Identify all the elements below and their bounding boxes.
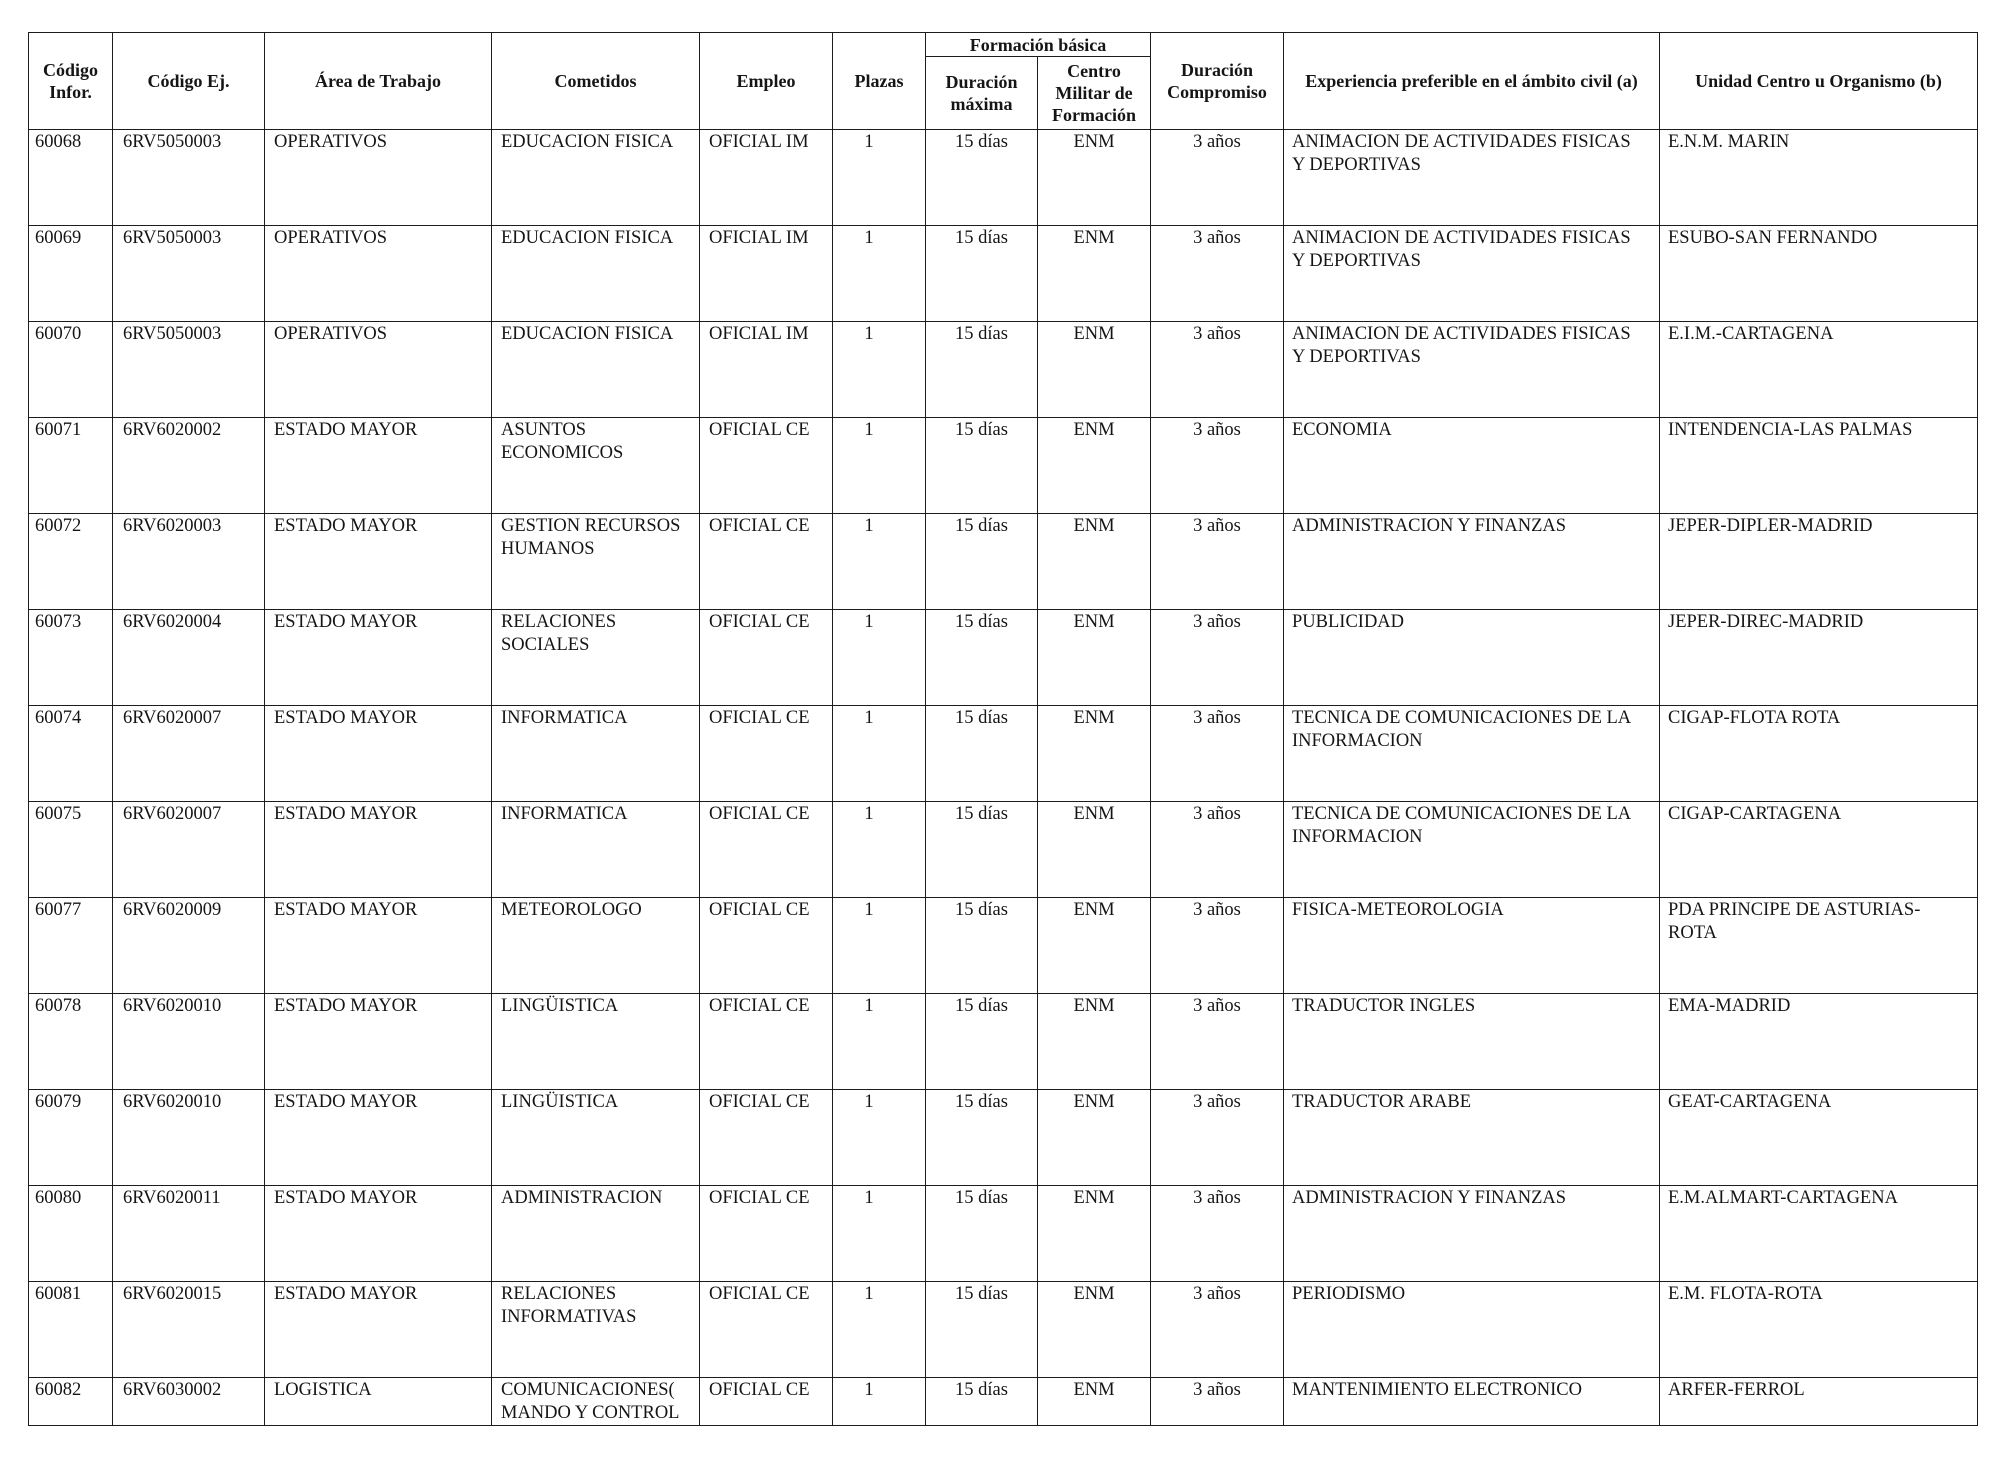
cell-centro-formacion: ENM xyxy=(1038,898,1151,994)
cell-codigo-ej: 6RV6020011 xyxy=(113,1186,265,1282)
header-area-trabajo: Área de Trabajo xyxy=(265,33,492,130)
cell-empleo: OFICIAL CE xyxy=(700,898,833,994)
cell-experiencia: ANIMACION DE ACTIVIDADES FISICAS Y DEPORTIVAS xyxy=(1284,226,1660,322)
cell-unidad: E.M.ALMART-CARTAGENA xyxy=(1660,1186,1978,1282)
cell-duracion-compromiso: 3 años xyxy=(1151,1090,1284,1186)
cell-plazas: 1 xyxy=(833,322,926,418)
cell-empleo: OFICIAL CE xyxy=(700,1378,833,1426)
cell-unidad: E.I.M.-CARTAGENA xyxy=(1660,322,1978,418)
cell-area-trabajo: ESTADO MAYOR xyxy=(265,994,492,1090)
cell-cometidos: EDUCACION FISICA xyxy=(492,130,700,226)
cell-duracion-compromiso: 3 años xyxy=(1151,322,1284,418)
cell-plazas: 1 xyxy=(833,802,926,898)
table-row xyxy=(29,898,1978,994)
cell-cometidos: RELACIONES SOCIALES xyxy=(492,610,700,706)
cell-area-trabajo: OPERATIVOS xyxy=(265,226,492,322)
table-row xyxy=(29,514,1978,610)
cell-duracion-maxima: 15 días xyxy=(926,1282,1038,1378)
cell-codigo-ej: 6RV6030002 xyxy=(113,1378,265,1426)
cell-centro-formacion: ENM xyxy=(1038,994,1151,1090)
cell-duracion-compromiso: 3 años xyxy=(1151,1378,1284,1426)
cell-plazas: 1 xyxy=(833,514,926,610)
header-unidad: Unidad Centro u Organismo (b) xyxy=(1660,33,1978,130)
header-empleo: Empleo xyxy=(700,33,833,130)
cell-area-trabajo: ESTADO MAYOR xyxy=(265,418,492,514)
table-row xyxy=(29,1378,1978,1426)
header-centro-formacion: Centro Militar de Formación xyxy=(1038,57,1151,130)
table-row xyxy=(29,226,1978,322)
cell-cometidos: COMUNICACIONES( MANDO Y CONTROL xyxy=(492,1378,700,1426)
cell-plazas: 1 xyxy=(833,610,926,706)
cell-codigo-ej: 6RV6020009 xyxy=(113,898,265,994)
cell-area-trabajo: ESTADO MAYOR xyxy=(265,1186,492,1282)
cell-empleo: OFICIAL CE xyxy=(700,1282,833,1378)
cell-centro-formacion: ENM xyxy=(1038,1186,1151,1282)
cell-codigo-infor: 60075 xyxy=(29,802,113,898)
cell-duracion-compromiso: 3 años xyxy=(1151,1282,1284,1378)
cell-codigo-ej: 6RV6020007 xyxy=(113,802,265,898)
cell-empleo: OFICIAL CE xyxy=(700,418,833,514)
cell-duracion-compromiso: 3 años xyxy=(1151,226,1284,322)
cell-experiencia: ANIMACION DE ACTIVIDADES FISICAS Y DEPORTIVAS xyxy=(1284,130,1660,226)
cell-empleo: OFICIAL CE xyxy=(700,1186,833,1282)
cell-experiencia: PUBLICIDAD xyxy=(1284,610,1660,706)
cell-codigo-ej: 6RV6020004 xyxy=(113,610,265,706)
cell-centro-formacion: ENM xyxy=(1038,610,1151,706)
cell-plazas: 1 xyxy=(833,1090,926,1186)
positions-table xyxy=(28,32,1978,1426)
header-experiencia: Experiencia preferible en el ámbito civil (a) xyxy=(1284,33,1660,130)
cell-duracion-compromiso: 3 años xyxy=(1151,802,1284,898)
table-row xyxy=(29,322,1978,418)
cell-experiencia: TECNICA DE COMUNICACIONES DE LA INFORMACION xyxy=(1284,706,1660,802)
table-row xyxy=(29,802,1978,898)
cell-centro-formacion: ENM xyxy=(1038,1090,1151,1186)
cell-codigo-ej: 6RV6020007 xyxy=(113,706,265,802)
cell-duracion-maxima: 15 días xyxy=(926,130,1038,226)
cell-plazas: 1 xyxy=(833,1186,926,1282)
cell-cometidos: METEOROLOGO xyxy=(492,898,700,994)
cell-cometidos: GESTION RECURSOS HUMANOS xyxy=(492,514,700,610)
cell-duracion-compromiso: 3 años xyxy=(1151,610,1284,706)
cell-plazas: 1 xyxy=(833,994,926,1090)
cell-cometidos: RELACIONES INFORMATIVAS xyxy=(492,1282,700,1378)
cell-cometidos: LINGÜISTICA xyxy=(492,994,700,1090)
cell-codigo-ej: 6RV5050003 xyxy=(113,130,265,226)
header-formacion-basica: Formación básica xyxy=(926,33,1151,57)
cell-duracion-maxima: 15 días xyxy=(926,418,1038,514)
cell-cometidos: EDUCACION FISICA xyxy=(492,226,700,322)
cell-plazas: 1 xyxy=(833,226,926,322)
cell-empleo: OFICIAL CE xyxy=(700,994,833,1090)
cell-codigo-infor: 60082 xyxy=(29,1378,113,1426)
cell-duracion-maxima: 15 días xyxy=(926,610,1038,706)
table-row xyxy=(29,1282,1978,1378)
cell-centro-formacion: ENM xyxy=(1038,322,1151,418)
cell-cometidos: INFORMATICA xyxy=(492,706,700,802)
cell-duracion-compromiso: 3 años xyxy=(1151,1186,1284,1282)
cell-codigo-infor: 60071 xyxy=(29,418,113,514)
cell-unidad: E.M. FLOTA-ROTA xyxy=(1660,1282,1978,1378)
cell-plazas: 1 xyxy=(833,1378,926,1426)
cell-experiencia: PERIODISMO xyxy=(1284,1282,1660,1378)
cell-duracion-maxima: 15 días xyxy=(926,1090,1038,1186)
cell-duracion-compromiso: 3 años xyxy=(1151,514,1284,610)
cell-area-trabajo: OPERATIVOS xyxy=(265,322,492,418)
cell-duracion-compromiso: 3 años xyxy=(1151,706,1284,802)
cell-duracion-compromiso: 3 años xyxy=(1151,898,1284,994)
cell-area-trabajo: ESTADO MAYOR xyxy=(265,1090,492,1186)
cell-codigo-ej: 6RV6020002 xyxy=(113,418,265,514)
cell-experiencia: MANTENIMIENTO ELECTRONICO xyxy=(1284,1378,1660,1426)
header-duracion-maxima: Duración máxima xyxy=(926,57,1038,130)
cell-experiencia: TRADUCTOR ARABE xyxy=(1284,1090,1660,1186)
cell-area-trabajo: LOGISTICA xyxy=(265,1378,492,1426)
table-row xyxy=(29,1090,1978,1186)
cell-duracion-compromiso: 3 años xyxy=(1151,418,1284,514)
table-row xyxy=(29,706,1978,802)
cell-plazas: 1 xyxy=(833,898,926,994)
cell-area-trabajo: ESTADO MAYOR xyxy=(265,610,492,706)
header-plazas: Plazas xyxy=(833,33,926,130)
header-codigo-ej: Código Ej. xyxy=(113,33,265,130)
cell-empleo: OFICIAL CE xyxy=(700,706,833,802)
table-body xyxy=(29,130,1978,1426)
cell-area-trabajo: OPERATIVOS xyxy=(265,130,492,226)
cell-area-trabajo: ESTADO MAYOR xyxy=(265,706,492,802)
cell-empleo: OFICIAL CE xyxy=(700,1090,833,1186)
cell-duracion-maxima: 15 días xyxy=(926,514,1038,610)
header-duracion-compromiso: Duración Compromiso xyxy=(1151,33,1284,130)
cell-unidad: CIGAP-CARTAGENA xyxy=(1660,802,1978,898)
cell-unidad: INTENDENCIA-LAS PALMAS xyxy=(1660,418,1978,514)
cell-codigo-infor: 60079 xyxy=(29,1090,113,1186)
cell-area-trabajo: ESTADO MAYOR xyxy=(265,898,492,994)
cell-empleo: OFICIAL CE xyxy=(700,514,833,610)
cell-duracion-maxima: 15 días xyxy=(926,706,1038,802)
cell-codigo-infor: 60073 xyxy=(29,610,113,706)
table-row xyxy=(29,1186,1978,1282)
table-header xyxy=(29,33,1978,130)
cell-duracion-maxima: 15 días xyxy=(926,994,1038,1090)
cell-codigo-ej: 6RV6020015 xyxy=(113,1282,265,1378)
cell-plazas: 1 xyxy=(833,418,926,514)
cell-codigo-ej: 6RV6020010 xyxy=(113,1090,265,1186)
cell-cometidos: EDUCACION FISICA xyxy=(492,322,700,418)
cell-experiencia: ECONOMIA xyxy=(1284,418,1660,514)
cell-cometidos: INFORMATICA xyxy=(492,802,700,898)
cell-unidad: JEPER-DIREC-MADRID xyxy=(1660,610,1978,706)
cell-codigo-ej: 6RV5050003 xyxy=(113,322,265,418)
cell-duracion-maxima: 15 días xyxy=(926,226,1038,322)
cell-duracion-maxima: 15 días xyxy=(926,898,1038,994)
header-cometidos: Cometidos xyxy=(492,33,700,130)
cell-unidad: CIGAP-FLOTA ROTA xyxy=(1660,706,1978,802)
cell-codigo-ej: 6RV5050003 xyxy=(113,226,265,322)
document-sheet xyxy=(28,32,1978,1426)
cell-centro-formacion: ENM xyxy=(1038,802,1151,898)
cell-centro-formacion: ENM xyxy=(1038,130,1151,226)
cell-codigo-infor: 60068 xyxy=(29,130,113,226)
header-codigo-infor: Código Infor. xyxy=(29,33,113,130)
cell-centro-formacion: ENM xyxy=(1038,1282,1151,1378)
cell-area-trabajo: ESTADO MAYOR xyxy=(265,514,492,610)
cell-experiencia: ADMINISTRACION Y FINANZAS xyxy=(1284,514,1660,610)
cell-area-trabajo: ESTADO MAYOR xyxy=(265,1282,492,1378)
cell-experiencia: TECNICA DE COMUNICACIONES DE LA INFORMACION xyxy=(1284,802,1660,898)
cell-plazas: 1 xyxy=(833,706,926,802)
cell-codigo-infor: 60072 xyxy=(29,514,113,610)
table-row xyxy=(29,130,1978,226)
cell-unidad: ARFER-FERROL xyxy=(1660,1378,1978,1426)
cell-empleo: OFICIAL IM xyxy=(700,130,833,226)
cell-experiencia: TRADUCTOR INGLES xyxy=(1284,994,1660,1090)
cell-unidad: EMA-MADRID xyxy=(1660,994,1978,1090)
cell-codigo-ej: 6RV6020003 xyxy=(113,514,265,610)
cell-duracion-maxima: 15 días xyxy=(926,1378,1038,1426)
cell-codigo-infor: 60069 xyxy=(29,226,113,322)
cell-codigo-infor: 60080 xyxy=(29,1186,113,1282)
cell-unidad: GEAT-CARTAGENA xyxy=(1660,1090,1978,1186)
table-row xyxy=(29,418,1978,514)
cell-empleo: OFICIAL CE xyxy=(700,610,833,706)
cell-area-trabajo: ESTADO MAYOR xyxy=(265,802,492,898)
cell-experiencia: ANIMACION DE ACTIVIDADES FISICAS Y DEPORTIVAS xyxy=(1284,322,1660,418)
cell-codigo-infor: 60070 xyxy=(29,322,113,418)
cell-experiencia: FISICA-METEOROLOGIA xyxy=(1284,898,1660,994)
cell-duracion-maxima: 15 días xyxy=(926,802,1038,898)
cell-unidad: PDA PRINCIPE DE ASTURIAS-ROTA xyxy=(1660,898,1978,994)
cell-empleo: OFICIAL IM xyxy=(700,322,833,418)
cell-cometidos: ASUNTOS ECONOMICOS xyxy=(492,418,700,514)
cell-plazas: 1 xyxy=(833,1282,926,1378)
cell-unidad: JEPER-DIPLER-MADRID xyxy=(1660,514,1978,610)
cell-duracion-compromiso: 3 años xyxy=(1151,130,1284,226)
cell-empleo: OFICIAL IM xyxy=(700,226,833,322)
cell-centro-formacion: ENM xyxy=(1038,1378,1151,1426)
cell-codigo-infor: 60081 xyxy=(29,1282,113,1378)
cell-centro-formacion: ENM xyxy=(1038,226,1151,322)
cell-duracion-maxima: 15 días xyxy=(926,1186,1038,1282)
cell-centro-formacion: ENM xyxy=(1038,514,1151,610)
cell-cometidos: LINGÜISTICA xyxy=(492,1090,700,1186)
cell-empleo: OFICIAL CE xyxy=(700,802,833,898)
cell-codigo-infor: 60074 xyxy=(29,706,113,802)
cell-unidad: E.N.M. MARIN xyxy=(1660,130,1978,226)
cell-centro-formacion: ENM xyxy=(1038,706,1151,802)
cell-unidad: ESUBO-SAN FERNANDO xyxy=(1660,226,1978,322)
cell-plazas: 1 xyxy=(833,130,926,226)
cell-duracion-compromiso: 3 años xyxy=(1151,994,1284,1090)
table-row xyxy=(29,610,1978,706)
cell-centro-formacion: ENM xyxy=(1038,418,1151,514)
cell-codigo-infor: 60078 xyxy=(29,994,113,1090)
table-row xyxy=(29,994,1978,1090)
cell-duracion-maxima: 15 días xyxy=(926,322,1038,418)
cell-codigo-infor: 60077 xyxy=(29,898,113,994)
cell-experiencia: ADMINISTRACION Y FINANZAS xyxy=(1284,1186,1660,1282)
cell-cometidos: ADMINISTRACION xyxy=(492,1186,700,1282)
cell-codigo-ej: 6RV6020010 xyxy=(113,994,265,1090)
header-row xyxy=(29,33,1978,57)
